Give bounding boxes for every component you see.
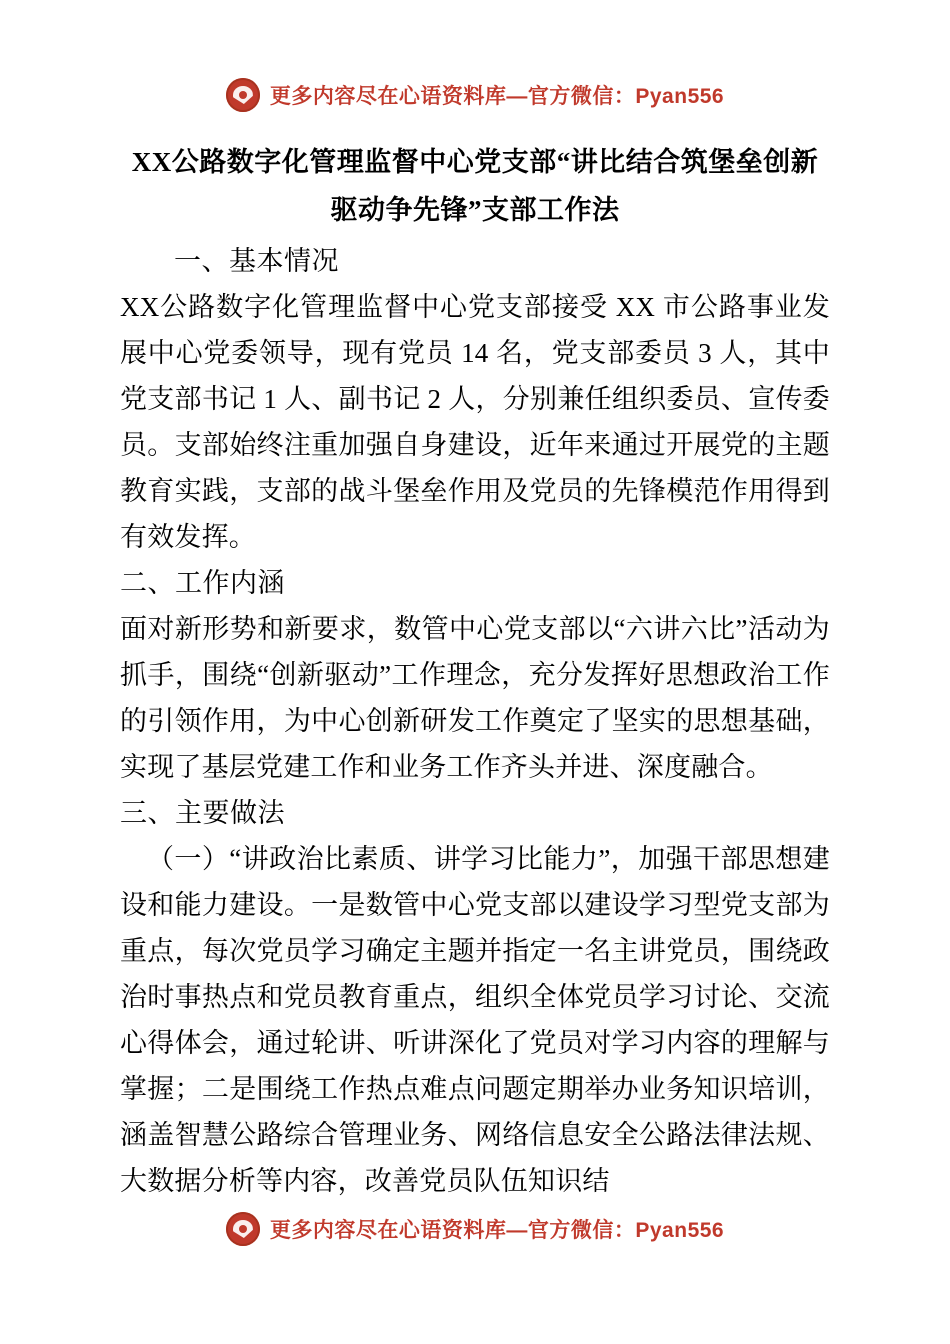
document-content [120, 138, 830, 1204]
section-heading-2: 二、工作内涵 [120, 568, 285, 598]
section-body-2: 面对新形势和新要求，数管中心党支部以“六讲六比”活动为抓手，围绕“创新驱动”工作理念，充分发挥好思想政治工作的引领作用，为中心创新研发工作奠定了坚实的思想基础，实现了基层党建工作和业务工作齐头并进、深度融合。 [120, 614, 830, 782]
seal-logo-icon [226, 78, 260, 112]
page-title: XX公路数字化管理监督中心党支部“讲比结合筑堡垒创新驱动争先锋”支部工作法 [131, 147, 819, 225]
section-body-3: （一）“讲政治比素质、讲学习比能力”，加强干部思想建设和能力建设。一是数管中心党支部以建设学习型党支部为重点，每次党员学习确定主题并指定一名主讲党员，围绕政治时事热点和党员教育重点，组织全体党员学习讨论、交流心得体会，通过轮讲、听讲深化了党员对学习内容的理解与掌握；二是围绕工作热点难点问题定期举办业务知识培训，涵盖智慧公路综合管理业务、网络信息安全公路法律法规、大数据分析等内容，改善党员队伍知识结 [120, 844, 830, 1196]
watermark-banner-bottom [0, 1212, 950, 1246]
watermark-text: 更多内容尽在心语资料库—官方微信：Pyan556 [269, 1219, 725, 1242]
section-body-1: XX公路数字化管理监督中心党支部接受 XX 市公路事业发展中心党委领导，现有党员 14 名，党支部委员 3 人，其中党支部书记 1 人、副书记 2 人，分别兼任组织委员、宣传委员。支部始终注重加强自身建设，近年来通过开展党的主题教育实践，支部的战斗堡垒作用及党员的先锋模范作用得到有效发挥。 [120, 292, 830, 552]
watermark-banner-top [0, 78, 950, 112]
seal-logo-icon [226, 1212, 260, 1246]
section-heading-3: 三、主要做法 [120, 798, 285, 828]
section-heading-1: 一、基本情况 [174, 246, 339, 276]
watermark-text: 更多内容尽在心语资料库—官方微信：Pyan556 [269, 85, 725, 108]
